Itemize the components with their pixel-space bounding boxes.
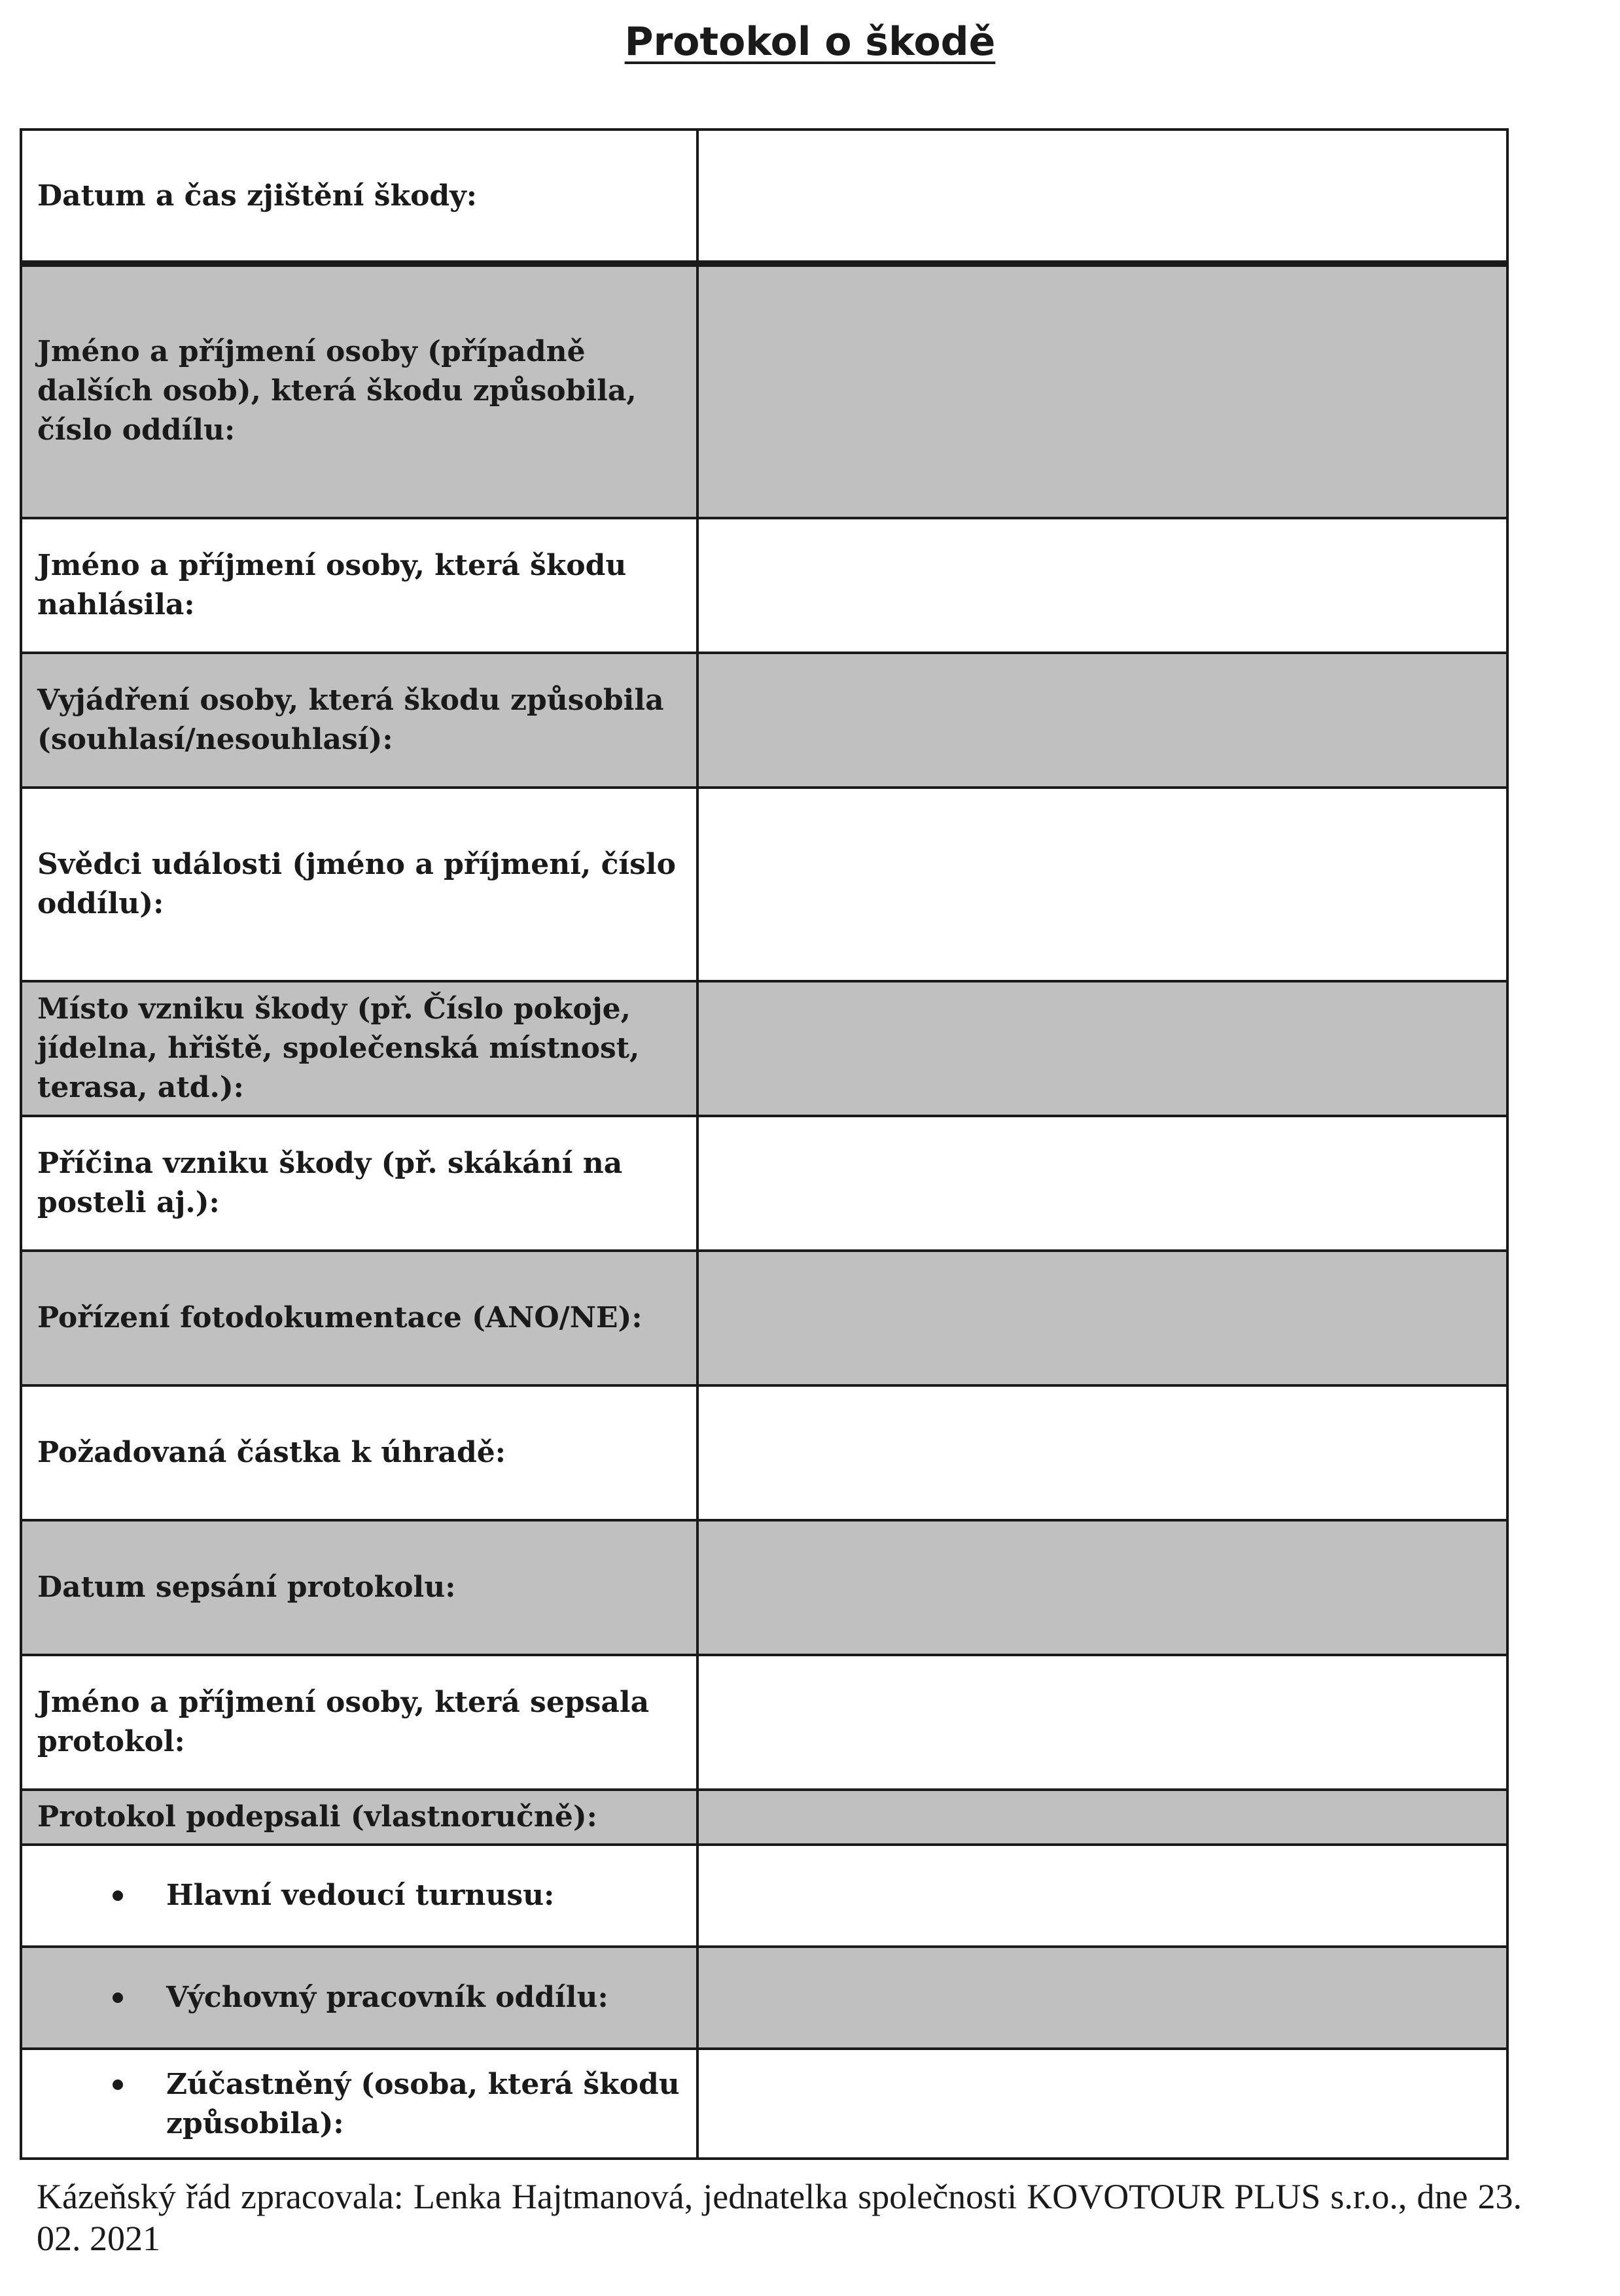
row-label — [20, 1947, 697, 2049]
document-title-text: Protokol o škodě — [624, 19, 996, 65]
bullet-item — [37, 1978, 608, 2017]
table-divider — [20, 1654, 1509, 1656]
bullet-text: Výchovný pracovník oddílu: — [166, 1981, 608, 2014]
row-label: Místo vzniku škody (př. Číslo pokoje, jídelna, hřiště, společenská místnost, terasa, atd.): — [20, 981, 697, 1116]
table-divider-thick — [20, 260, 1509, 267]
table-border-top — [20, 128, 1509, 131]
form-row-signature-head-leader — [20, 1845, 1509, 1947]
signature-field[interactable] — [697, 2049, 1509, 2160]
row-label: Svědci události (jméno a příjmení, číslo oddílu): — [37, 848, 676, 920]
row-value-field[interactable] — [697, 788, 1509, 981]
form-row-photo-documentation — [20, 1251, 1509, 1385]
table-divider — [20, 786, 1509, 789]
row-value-field[interactable] — [697, 1116, 1509, 1251]
row-label — [20, 2049, 697, 2160]
row-value-field — [697, 1790, 1509, 1845]
row-label: Datum a čas zjištění škody: — [37, 179, 477, 213]
row-label: Příčina vzniku škody (př. skákání na posteli aj.): — [37, 1147, 623, 1219]
row-label: Jméno a příjmení osoby, která škodu nahlásila: — [37, 549, 627, 621]
form-row-protocol-date — [20, 1520, 1509, 1655]
row-label: Vyjádření osoby, která škodu způsobila (souhlasí/nesouhlasí): — [20, 653, 697, 788]
form-row-reporting-person — [20, 518, 1509, 653]
table-border-bottom — [20, 2157, 1509, 2160]
row-value-field[interactable] — [697, 1520, 1509, 1655]
bullet-text: Zúčastněný (osoba, která škodu způsobila): — [166, 2068, 680, 2140]
row-value-field[interactable] — [697, 981, 1509, 1116]
table-divider — [20, 1945, 1509, 1948]
table-divider — [20, 1384, 1509, 1387]
table-divider — [20, 1519, 1509, 1522]
form-row-responsible-person — [20, 264, 1509, 518]
table-divider — [20, 2047, 1509, 2050]
form-row-signatures-heading — [20, 1790, 1509, 1845]
row-label: Jméno a příjmení osoby, která sepsala protokol: — [37, 1686, 650, 1758]
form-row-requested-amount — [20, 1385, 1509, 1520]
damage-protocol-form — [20, 128, 1509, 2160]
footer-note: Kázeňský řád zpracovala: Lenka Hajtmanová, jednatelka společnosti KOVOTOUR PLUS s.r.o., dne 23. 02. 2021 — [37, 2177, 1522, 2258]
bullet-text: Hlavní vedoucí turnusu: — [166, 1879, 555, 1912]
table-divider — [20, 1115, 1509, 1117]
table-divider — [20, 1788, 1509, 1791]
form-row-damage-location — [20, 981, 1509, 1116]
table-divider — [20, 517, 1509, 519]
row-label: Jméno a příjmení osoby (případně dalších osob), která škodu způsobila, číslo oddílu: — [20, 264, 697, 518]
form-row-damage-cause — [20, 1116, 1509, 1251]
form-row-signature-participant — [20, 2049, 1509, 2160]
bullet-icon — [113, 1992, 123, 2003]
row-value-field[interactable] — [697, 653, 1509, 788]
document-title — [0, 9, 1620, 75]
signature-field[interactable] — [697, 1947, 1509, 2049]
row-value-field[interactable] — [697, 1385, 1509, 1520]
row-label — [20, 1845, 697, 1947]
table-border-right — [1506, 128, 1509, 2160]
table-border-left — [20, 128, 22, 2160]
bullet-icon — [113, 1890, 123, 1901]
table-column-divider — [696, 128, 699, 2160]
table-divider — [20, 652, 1509, 654]
row-label: Požadovaná částka k úhradě: — [37, 1436, 506, 1469]
row-label: Datum sepsání protokolu: — [20, 1520, 697, 1655]
row-value-field[interactable] — [697, 1655, 1509, 1790]
bullet-item — [37, 2065, 684, 2144]
form-row-witnesses — [20, 788, 1509, 981]
bullet-item — [37, 1876, 554, 1915]
row-value-field[interactable] — [697, 518, 1509, 653]
row-value-field[interactable] — [697, 1251, 1509, 1385]
form-row-discovery-datetime — [20, 128, 1509, 264]
row-value-field[interactable] — [697, 128, 1509, 264]
form-row-responsible-statement — [20, 653, 1509, 788]
signature-field[interactable] — [697, 1845, 1509, 1947]
row-label: Pořízení fotodokumentace (ANO/NE): — [20, 1251, 697, 1385]
table-divider — [20, 1843, 1509, 1846]
row-value-field[interactable] — [697, 264, 1509, 518]
row-label: Protokol podepsali (vlastnoručně): — [20, 1790, 697, 1845]
form-row-protocol-author — [20, 1655, 1509, 1790]
bullet-icon — [113, 2079, 123, 2090]
table-divider — [20, 1249, 1509, 1252]
table-divider — [20, 980, 1509, 983]
form-row-signature-educator — [20, 1947, 1509, 2049]
